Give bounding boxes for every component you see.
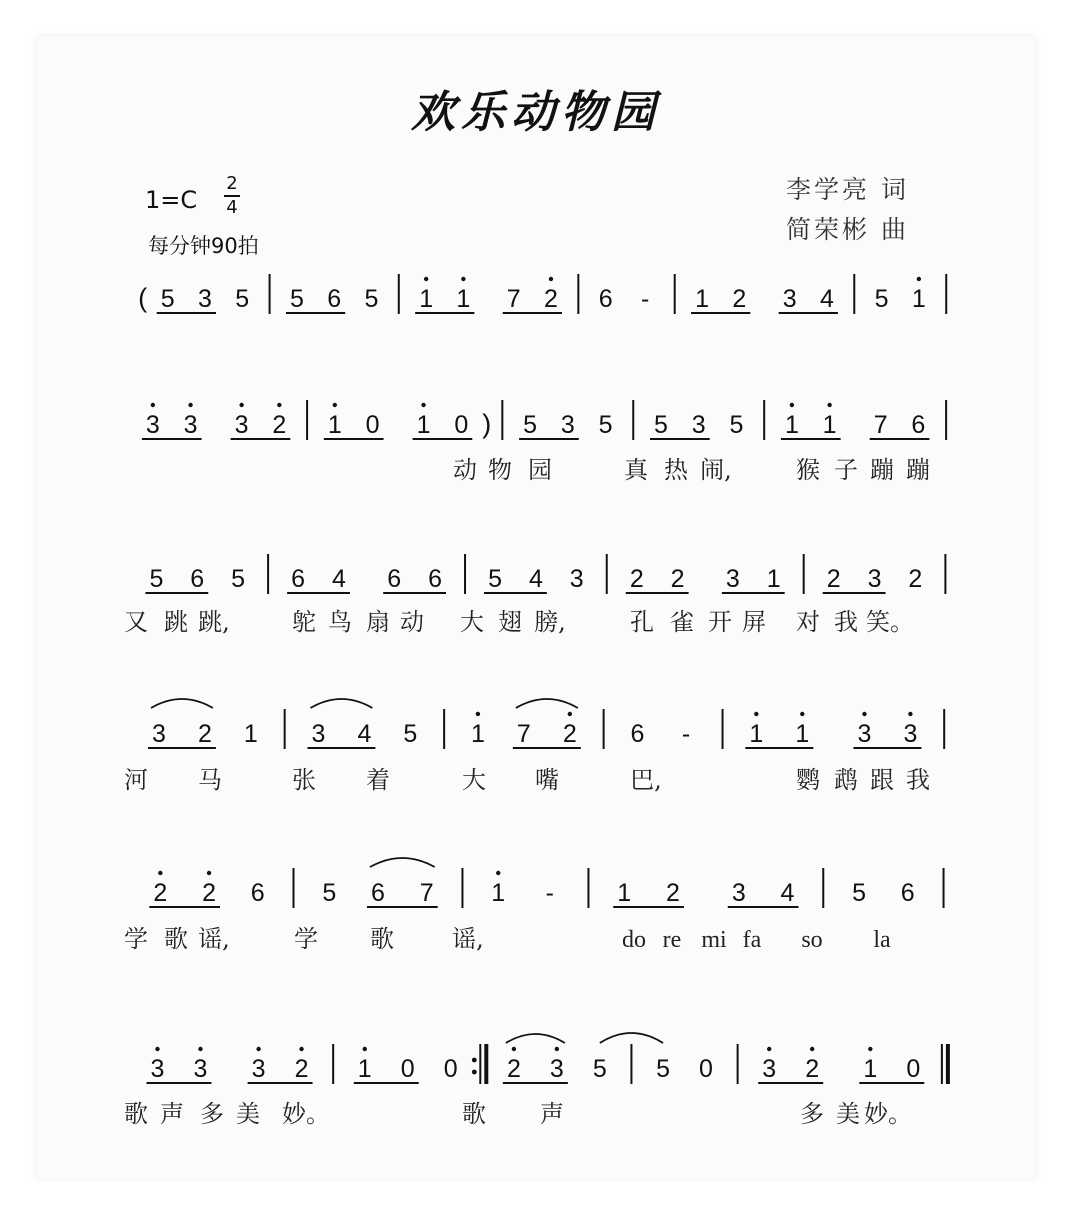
note: 5	[364, 285, 379, 313]
note: 2	[732, 285, 747, 313]
high-octave-dot	[158, 871, 162, 875]
note: 2	[202, 879, 216, 907]
lyric-char: 大	[462, 766, 486, 794]
note: 3	[560, 411, 575, 439]
lyric-char: 膀,	[534, 608, 566, 636]
lyric-char: 物	[488, 456, 512, 484]
dash-note: -	[681, 720, 691, 748]
note: 5	[598, 411, 613, 439]
note: 2	[153, 879, 168, 907]
note: 1	[327, 411, 342, 439]
repeat-dot	[472, 1058, 477, 1063]
lyric-char: 鸟	[328, 608, 352, 636]
note: 0	[400, 1055, 415, 1083]
composer-credit: 简荣彬 曲	[786, 215, 909, 244]
lyric-char: 园	[528, 456, 552, 484]
high-octave-dot	[476, 712, 480, 716]
note: 5	[290, 285, 304, 313]
lyric-char: 屏	[742, 608, 766, 636]
note: 4	[528, 565, 543, 593]
lyric-char: 笑。	[866, 608, 914, 636]
high-octave-dot	[155, 1047, 159, 1051]
time-signature-top: 2	[226, 173, 238, 194]
slur	[370, 858, 435, 867]
lyric-char: 学	[294, 925, 318, 953]
lyric-char: 歌	[124, 1100, 148, 1128]
note: 3	[183, 411, 198, 439]
key-signature: 1=C	[145, 186, 198, 214]
lyric-char: 热	[664, 456, 688, 484]
note: 3	[731, 879, 746, 907]
lyric-char: 猴	[796, 456, 820, 484]
lyric-char: 跳,	[198, 608, 230, 636]
lyric-char: 蹦	[870, 456, 894, 484]
lyric-char: 学	[124, 925, 148, 953]
note: 1	[784, 411, 799, 439]
note: 6	[327, 285, 342, 313]
lyric-char: 着	[366, 766, 390, 794]
lyric-char: 张	[292, 766, 316, 794]
note: 3	[725, 565, 740, 593]
note: 3	[867, 565, 882, 593]
note: 2	[629, 565, 644, 593]
lyric-char: 妙。	[282, 1100, 330, 1128]
note: 3	[251, 1055, 266, 1083]
note: 3	[145, 411, 160, 439]
note: 3	[569, 565, 584, 593]
note: 1	[911, 285, 926, 313]
lyric-char: 扇	[366, 608, 390, 636]
note: 6	[598, 285, 613, 313]
high-octave-dot	[461, 277, 465, 281]
note: 2	[665, 879, 680, 907]
lyric-char: 蹦	[906, 456, 930, 484]
lyric-char: 动	[453, 456, 477, 484]
note: 5	[729, 411, 744, 439]
note: 0	[454, 411, 469, 439]
high-octave-dot	[868, 1047, 872, 1051]
note: 3	[782, 285, 797, 313]
lyric-char: 翅	[498, 608, 522, 636]
note: 0	[443, 1055, 458, 1083]
note: 6	[250, 879, 265, 907]
high-octave-dot	[917, 277, 921, 281]
note: 6	[911, 411, 926, 439]
lyric-char: 闹,	[700, 456, 732, 484]
lyric-char: 鸵	[292, 608, 316, 636]
high-octave-dot	[188, 403, 192, 407]
note: 5	[592, 1055, 607, 1083]
lyric-char: 歌	[462, 1100, 486, 1128]
solfege-syllable: mi	[701, 927, 727, 953]
note: 5	[403, 720, 418, 748]
lyric-char: 鹦	[796, 766, 820, 794]
high-octave-dot	[299, 1047, 303, 1051]
note: 3	[857, 720, 872, 748]
solfege-syllable: re	[662, 927, 682, 953]
note: 4	[819, 285, 834, 313]
lyric-char: 我	[834, 608, 858, 636]
solfege-syllable: fa	[742, 927, 762, 953]
lyric-char: 雀	[670, 608, 694, 636]
note: 3	[311, 720, 326, 748]
lyric-char: 开	[708, 608, 732, 636]
note: 5	[523, 411, 538, 439]
note: 1	[357, 1055, 372, 1083]
high-octave-dot	[151, 403, 155, 407]
high-octave-dot	[277, 403, 281, 407]
high-octave-dot	[333, 403, 337, 407]
note: 0	[365, 411, 380, 439]
high-octave-dot	[198, 1047, 202, 1051]
lyric-char: 真	[624, 456, 648, 484]
note: 4	[780, 879, 795, 907]
high-octave-dot	[568, 712, 572, 716]
note: 0	[906, 1055, 921, 1083]
lyric-char: 妙。	[864, 1100, 912, 1128]
note: 6	[291, 565, 306, 593]
lyric-char: 动	[400, 608, 424, 636]
lyric-char: 孔	[630, 608, 654, 636]
note: 7	[506, 285, 521, 313]
dash-note: -	[640, 285, 650, 313]
tempo-marking: 每分钟90拍	[148, 234, 259, 258]
solfege-syllable: do	[622, 927, 646, 953]
note: 6	[190, 565, 205, 593]
note: 2	[197, 720, 212, 748]
note: 3	[150, 1055, 165, 1083]
note: 5	[231, 565, 246, 593]
note: 1	[822, 411, 837, 439]
note: 5	[654, 411, 668, 439]
time-signature-bottom: 4	[226, 197, 238, 218]
high-octave-dot	[512, 1047, 516, 1051]
high-octave-dot	[424, 277, 428, 281]
note: 1	[491, 879, 506, 907]
note: 6	[387, 565, 402, 593]
note: 5	[852, 879, 867, 907]
high-octave-dot	[810, 1047, 814, 1051]
lyric-char: 对	[796, 608, 820, 636]
lyric-char: 歌	[164, 925, 188, 953]
note: 3	[762, 1055, 777, 1083]
note: 2	[544, 285, 558, 313]
lyric-char: 美	[236, 1100, 260, 1128]
note: 1	[456, 285, 471, 313]
note: 5	[149, 565, 164, 593]
song-title: 欢乐动物园	[411, 87, 661, 138]
lyric-char: 子	[834, 456, 858, 484]
lyric-char: 又	[124, 608, 148, 636]
solfege-syllable: la	[873, 927, 891, 953]
lyric-char: 大	[460, 608, 484, 636]
slur	[310, 699, 372, 708]
note: 3	[691, 411, 706, 439]
note: 4	[357, 720, 372, 748]
high-octave-dot	[790, 403, 794, 407]
lyric-char: 多	[800, 1100, 824, 1128]
note: 1	[470, 720, 485, 748]
note: 6	[900, 879, 915, 907]
lyric-char: 嘴	[535, 766, 559, 794]
slur	[506, 1034, 565, 1043]
lyric-char: 歌	[370, 925, 394, 953]
high-octave-dot	[549, 277, 553, 281]
note: 5	[160, 285, 175, 313]
note: 4	[331, 565, 346, 593]
note: 3	[903, 720, 918, 748]
note: 2	[805, 1055, 820, 1083]
high-octave-dot	[827, 403, 831, 407]
slur	[151, 699, 213, 708]
lyric-char: 鹉	[834, 766, 858, 794]
dash-note: -	[545, 879, 554, 907]
lyric-char: 声	[160, 1100, 184, 1128]
solfege-syllable: so	[801, 927, 823, 953]
note: 3	[193, 1055, 208, 1083]
lyric-char: 我	[906, 766, 930, 794]
lyricist-credit: 李学亮 词	[786, 175, 909, 204]
repeat-dot	[472, 1070, 477, 1075]
high-octave-dot	[496, 871, 500, 875]
note: 3	[152, 720, 166, 748]
high-octave-dot	[256, 1047, 260, 1051]
note: 2	[562, 720, 577, 748]
note: 1	[863, 1055, 878, 1083]
note: 2	[272, 411, 287, 439]
note: 7	[873, 411, 888, 439]
lyric-char: 声	[540, 1100, 564, 1128]
note: 5	[488, 565, 503, 593]
note: 2	[506, 1055, 521, 1083]
note: 1	[795, 720, 810, 748]
lyric-char: 谣,	[452, 925, 484, 953]
note: 5	[874, 285, 889, 313]
lyric-char: 河	[124, 766, 148, 794]
note: 3	[234, 411, 249, 439]
note: 5	[235, 285, 250, 313]
lyric-char: 马	[198, 766, 222, 794]
note: 1	[416, 411, 431, 439]
lyric-char: 巴,	[630, 766, 662, 794]
note: 5	[322, 879, 337, 907]
note: 1	[419, 285, 434, 313]
high-octave-dot	[862, 712, 866, 716]
bracket: )	[482, 409, 492, 439]
high-octave-dot	[555, 1047, 559, 1051]
note: 7	[516, 720, 531, 748]
lyric-char: 美	[836, 1100, 860, 1128]
high-octave-dot	[421, 403, 425, 407]
high-octave-dot	[207, 871, 211, 875]
note: 2	[294, 1055, 309, 1083]
slur	[516, 699, 578, 708]
high-octave-dot	[754, 712, 758, 716]
note: 6	[428, 565, 442, 593]
high-octave-dot	[363, 1047, 367, 1051]
lyric-char: 谣,	[198, 925, 230, 953]
note: 1	[243, 720, 258, 748]
high-octave-dot	[908, 712, 912, 716]
high-octave-dot	[239, 403, 243, 407]
note: 5	[656, 1055, 670, 1083]
note: 1	[749, 720, 764, 748]
high-octave-dot	[767, 1047, 771, 1051]
lyric-char: 跟	[870, 766, 894, 794]
bracket: (	[138, 283, 148, 313]
note: 3	[198, 285, 212, 313]
note: 0	[699, 1055, 713, 1083]
note: 1	[695, 285, 710, 313]
note: 6	[630, 720, 645, 748]
note: 1	[617, 879, 632, 907]
lyric-char: 跳	[164, 608, 188, 636]
note: 2	[670, 565, 685, 593]
note: 7	[419, 879, 434, 907]
note: 1	[766, 565, 781, 593]
tie	[600, 1033, 663, 1043]
note: 3	[549, 1055, 564, 1083]
high-octave-dot	[800, 712, 804, 716]
note: 2	[908, 565, 923, 593]
note: 6	[371, 879, 385, 907]
note: 2	[826, 565, 841, 593]
lyric-char: 多	[200, 1100, 224, 1128]
